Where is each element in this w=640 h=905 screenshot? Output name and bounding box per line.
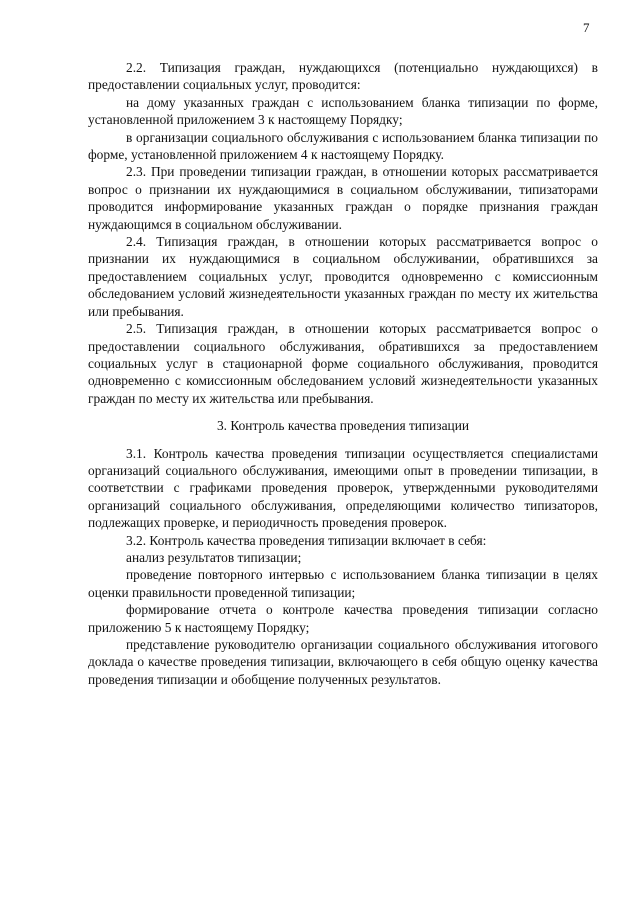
page-number: 7: [583, 20, 590, 35]
paragraph-2-3: 2.3. При проведении типизации граждан, в отношении которых рассматривается вопрос о признании их нуждающимися в социальном обслуживании, типизаторами проводится информирование указанных граждан о порядке признания граждан нуждающимся в социальном обслуживании.: [88, 164, 598, 232]
paragraph-2-4: 2.4. Типизация граждан, в отношении которых рассматривается вопрос о признании их нуждающимися в социальном обслуживании, обратившихся за предоставлением социальных услуг, проводится одновременно с комиссионным обследованием условий жизнедеятельности указанных граждан по месту их жительства или пребывания.: [88, 234, 598, 319]
paragraph-3-1: 3.1. Контроль качества проведения типизации осуществляется специалистами организаций социального обслуживания, имеющими опыт в проведении типизации, в соответствии с графиками проведения проверок, утвержденными руководителями организаций социального обслуживания, определяющими количество типизаторов, подлежащих проверке, и периодичность проведения проверок.: [88, 445, 598, 531]
section-3-heading: 3. Контроль качества проведения типизации: [216, 418, 470, 434]
paragraph-3-2-analysis: анализ результатов типизации;: [126, 549, 302, 565]
paragraph-2-5: 2.5. Типизация граждан, в отношении которых рассматривается вопрос о предоставлении социального обслуживания, обратившихся за предоставлением социальных услуг в стационарной форме социального обслуживания, проводится одновременно с комиссионным обследованием условий жизнедеятельности указанных граждан по месту их жительства или пребывания.: [88, 321, 598, 406]
paragraph-2-2-organization: в организации социального обслуживания с использованием бланка типизации по форме, установленной приложением 4 к настоящему Порядку.: [88, 129, 598, 163]
paragraph-3-2: 3.2. Контроль качества проведения типизации включает в себя:: [126, 532, 487, 548]
paragraph-2-2: 2.2. Типизация граждан, нуждающихся (потенциально нуждающихся) в предоставлении социальных услуг, проводится:: [88, 60, 598, 93]
paragraph-2-2-home: на дому указанных граждан с использованием бланка типизации по форме, установленной приложением 3 к настоящему Порядку;: [88, 94, 598, 128]
paragraph-3-2-presentation: представление руководителю организации социального обслуживания итогового доклада о качестве проведения типизации, включающего в себя общую оценку качества проведения типизации и обобщение полученных результатов.: [88, 637, 598, 687]
document-body: [88, 59, 598, 688]
paragraph-3-2-interview: проведение повторного интервью с использованием бланка типизации в целях оценки правильности проведенной типизации;: [88, 567, 598, 600]
paragraph-3-2-report: формирование отчета о контроле качества проведения типизации согласно приложению 5 к настоящему Порядку;: [88, 602, 598, 635]
